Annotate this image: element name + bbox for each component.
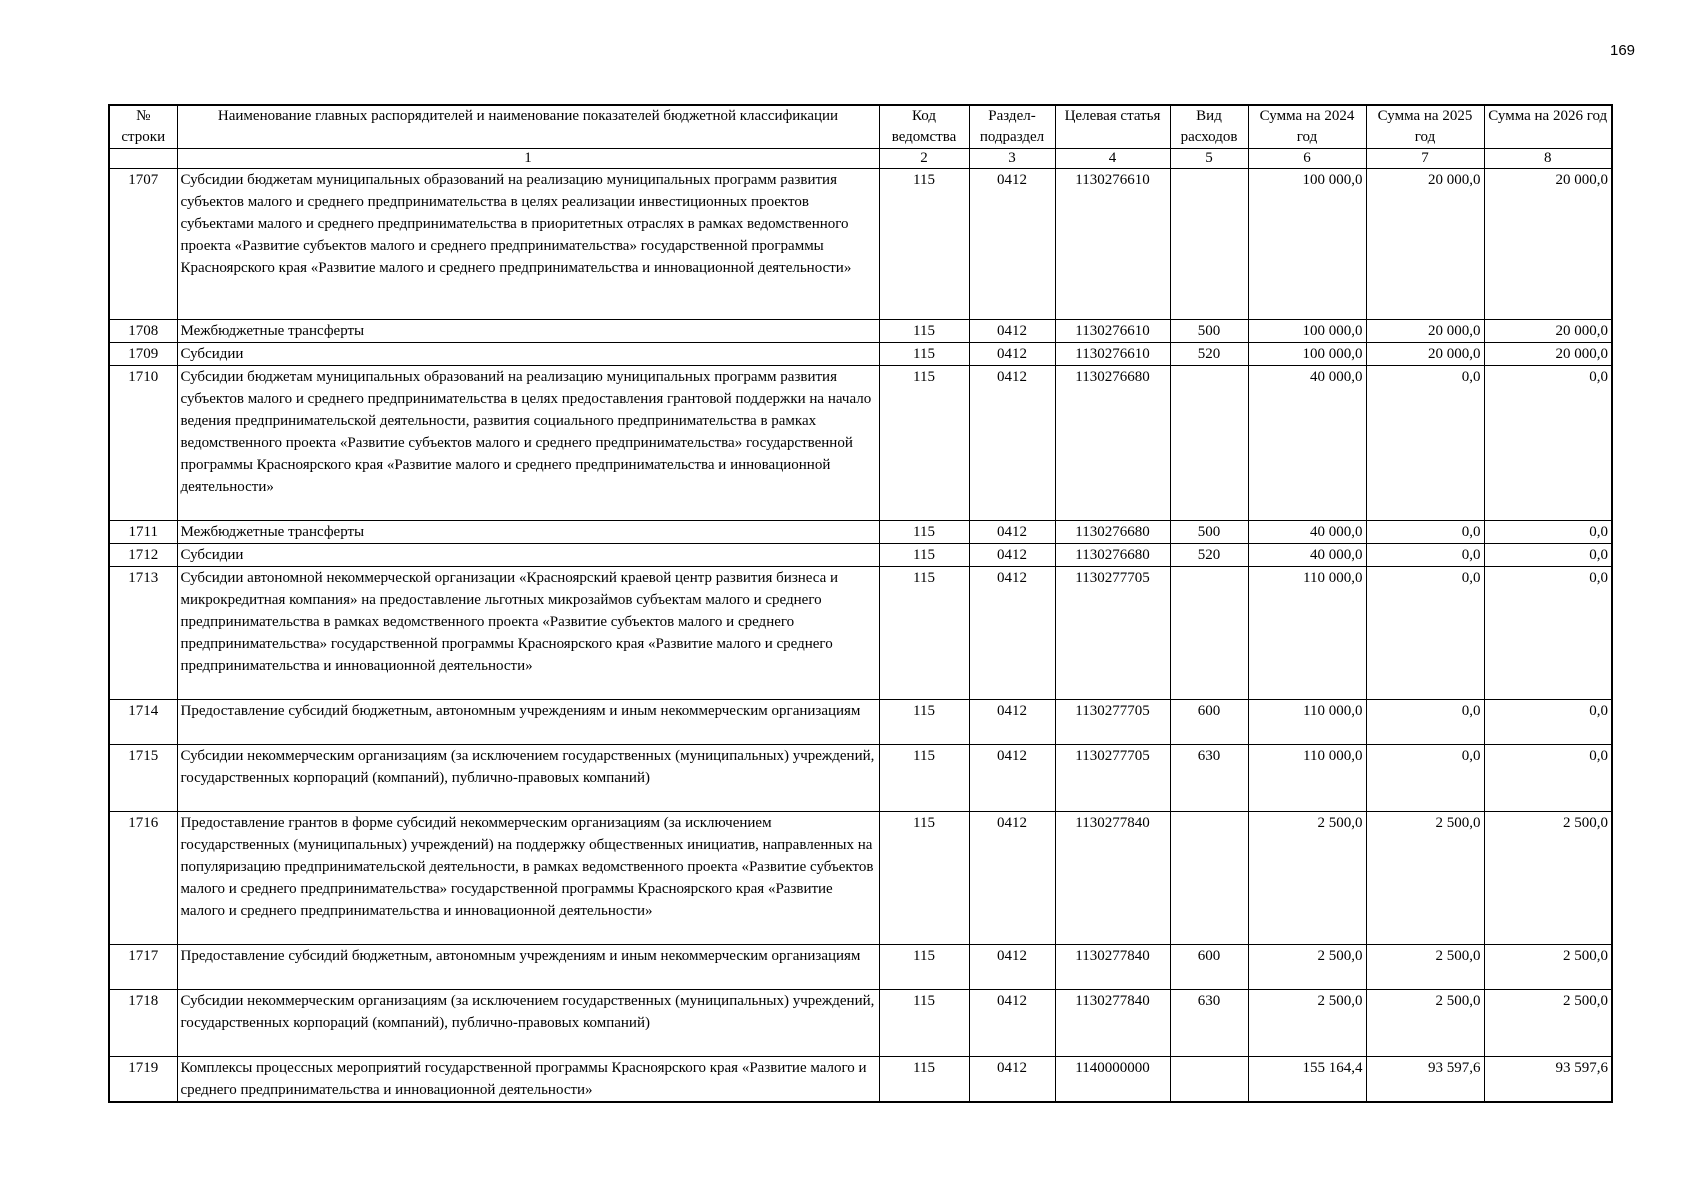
column-number: 5 [1170, 149, 1248, 169]
row-name: Субсидии некоммерческим организациям (за исключением государственных (муниципальных) учреждений, государственных корпораций (компаний), публично-правовых компаний) [177, 745, 879, 812]
header-sum-2025: Сумма на 2025 год [1366, 105, 1484, 149]
row-number: 1709 [109, 343, 177, 366]
table-row [109, 1057, 1612, 1103]
row-expense-type [1170, 169, 1248, 320]
row-sum-2024: 110 000,0 [1248, 745, 1366, 812]
row-target-article: 1130277705 [1055, 700, 1170, 745]
row-sum-2025: 0,0 [1366, 745, 1484, 812]
row-target-article: 1130277705 [1055, 567, 1170, 700]
row-sum-2026: 20 000,0 [1484, 320, 1612, 343]
row-sum-2025: 93 597,6 [1366, 1057, 1484, 1103]
column-number-row [109, 149, 1612, 169]
row-name: Предоставление субсидий бюджетным, автономным учреждениям и иным некоммерческим организациям [177, 700, 879, 745]
row-expense-type [1170, 366, 1248, 521]
row-expense-type: 600 [1170, 700, 1248, 745]
row-expense-type: 500 [1170, 320, 1248, 343]
row-sum-2024: 2 500,0 [1248, 945, 1366, 990]
row-section: 0412 [969, 521, 1055, 544]
table-row [109, 700, 1612, 745]
row-sum-2026: 20 000,0 [1484, 169, 1612, 320]
row-expense-type: 630 [1170, 745, 1248, 812]
header-row-number: № строки [109, 105, 177, 149]
row-sum-2025: 0,0 [1366, 544, 1484, 567]
row-sum-2025: 2 500,0 [1366, 945, 1484, 990]
row-section: 0412 [969, 745, 1055, 812]
row-sum-2026: 0,0 [1484, 700, 1612, 745]
row-target-article: 1130276680 [1055, 521, 1170, 544]
column-number: 1 [177, 149, 879, 169]
row-department-code: 115 [879, 521, 969, 544]
row-section: 0412 [969, 1057, 1055, 1103]
row-number: 1714 [109, 700, 177, 745]
row-sum-2024: 100 000,0 [1248, 169, 1366, 320]
row-sum-2024: 2 500,0 [1248, 990, 1366, 1057]
table-row [109, 343, 1612, 366]
row-expense-type: 500 [1170, 521, 1248, 544]
row-number: 1715 [109, 745, 177, 812]
page-number: 169 [1610, 42, 1636, 59]
header-sum-2024: Сумма на 2024 год [1248, 105, 1366, 149]
row-number: 1719 [109, 1057, 177, 1103]
row-number: 1712 [109, 544, 177, 567]
row-section: 0412 [969, 366, 1055, 521]
row-department-code: 115 [879, 1057, 969, 1103]
row-department-code: 115 [879, 320, 969, 343]
row-sum-2024: 40 000,0 [1248, 366, 1366, 521]
row-target-article: 1130276610 [1055, 343, 1170, 366]
row-section: 0412 [969, 544, 1055, 567]
row-name: Субсидии автономной некоммерческой организации «Красноярский краевой центр развития бизнеса и микрокредитная компания» на предоставление льготных микрозаймов субъектам малого и среднего предпринимательства в рамках ведомственного проекта «Развитие субъектов малого и среднего предпринимательства» государственной программы Красноярского края «Развитие малого и среднего предпринимательства и инновационной деятельности» [177, 567, 879, 700]
table-row [109, 169, 1612, 320]
row-sum-2024: 155 164,4 [1248, 1057, 1366, 1103]
row-number: 1707 [109, 169, 177, 320]
row-target-article: 1130277840 [1055, 812, 1170, 945]
row-sum-2026: 0,0 [1484, 366, 1612, 521]
row-sum-2024: 40 000,0 [1248, 521, 1366, 544]
column-number: 8 [1484, 149, 1612, 169]
column-number: 3 [969, 149, 1055, 169]
header-section: Раздел-подраздел [969, 105, 1055, 149]
row-section: 0412 [969, 945, 1055, 990]
row-sum-2025: 20 000,0 [1366, 169, 1484, 320]
row-sum-2025: 0,0 [1366, 521, 1484, 544]
row-number: 1718 [109, 990, 177, 1057]
row-section: 0412 [969, 169, 1055, 320]
column-number: 6 [1248, 149, 1366, 169]
row-name: Предоставление субсидий бюджетным, автономным учреждениям и иным некоммерческим организациям [177, 945, 879, 990]
row-department-code: 115 [879, 945, 969, 990]
row-target-article: 1130276680 [1055, 544, 1170, 567]
row-sum-2024: 40 000,0 [1248, 544, 1366, 567]
row-department-code: 115 [879, 812, 969, 945]
row-section: 0412 [969, 812, 1055, 945]
row-name: Субсидии бюджетам муниципальных образований на реализацию муниципальных программ развития субъектов малого и среднего предпринимательства в целях реализации инвестиционных проектов субъектами малого и среднего предпринимательства в приоритетных отраслях в рамках ведомственного проекта «Развитие субъектов малого и среднего предпринимательства» государственной программы Красноярского края «Развитие малого и среднего предпринимательства и инновационной деятельности» [177, 169, 879, 320]
row-expense-type [1170, 567, 1248, 700]
row-expense-type: 520 [1170, 343, 1248, 366]
row-expense-type [1170, 1057, 1248, 1103]
table-row [109, 745, 1612, 812]
row-target-article: 1130276610 [1055, 169, 1170, 320]
row-expense-type: 600 [1170, 945, 1248, 990]
row-target-article: 1130277840 [1055, 945, 1170, 990]
row-expense-type: 630 [1170, 990, 1248, 1057]
row-name: Субсидии некоммерческим организациям (за исключением государственных (муниципальных) учреждений, государственных корпораций (компаний), публично-правовых компаний) [177, 990, 879, 1057]
row-number: 1717 [109, 945, 177, 990]
row-sum-2025: 20 000,0 [1366, 320, 1484, 343]
row-name: Субсидии [177, 343, 879, 366]
row-sum-2026: 93 597,6 [1484, 1057, 1612, 1103]
row-number: 1713 [109, 567, 177, 700]
row-number: 1708 [109, 320, 177, 343]
row-sum-2026: 0,0 [1484, 544, 1612, 567]
row-sum-2024: 110 000,0 [1248, 700, 1366, 745]
budget-table [108, 104, 1613, 1103]
row-department-code: 115 [879, 544, 969, 567]
header-sum-2026: Сумма на 2026 год [1484, 105, 1612, 149]
row-sum-2026: 20 000,0 [1484, 343, 1612, 366]
table-row [109, 521, 1612, 544]
column-number: 7 [1366, 149, 1484, 169]
row-sum-2025: 2 500,0 [1366, 990, 1484, 1057]
row-sum-2025: 2 500,0 [1366, 812, 1484, 945]
row-target-article: 1140000000 [1055, 1057, 1170, 1103]
column-number: 2 [879, 149, 969, 169]
table-row [109, 320, 1612, 343]
column-number-empty [109, 149, 177, 169]
row-target-article: 1130276680 [1055, 366, 1170, 521]
header-row [109, 105, 1612, 149]
row-sum-2024: 2 500,0 [1248, 812, 1366, 945]
row-section: 0412 [969, 320, 1055, 343]
row-sum-2025: 0,0 [1366, 567, 1484, 700]
row-name: Субсидии [177, 544, 879, 567]
row-name: Субсидии бюджетам муниципальных образований на реализацию муниципальных программ развития субъектов малого и среднего предпринимательства в целях предоставления грантовой поддержки на начало ведения предпринимательской деятельности, развития социального предпринимательства в рамках ведомственного проекта «Развитие субъектов малого и среднего предпринимательства» государственной программы Красноярского края «Развитие малого и среднего предпринимательства и инновационной деятельности» [177, 366, 879, 521]
row-department-code: 115 [879, 169, 969, 320]
row-sum-2025: 0,0 [1366, 366, 1484, 521]
header-target-article: Целевая статья [1055, 105, 1170, 149]
row-target-article: 1130277840 [1055, 990, 1170, 1057]
row-expense-type [1170, 812, 1248, 945]
header-department-code: Код ведомства [879, 105, 969, 149]
table-row [109, 366, 1612, 521]
row-sum-2025: 0,0 [1366, 700, 1484, 745]
row-sum-2026: 0,0 [1484, 567, 1612, 700]
row-sum-2026: 2 500,0 [1484, 812, 1612, 945]
row-department-code: 115 [879, 745, 969, 812]
table-row [109, 567, 1612, 700]
row-department-code: 115 [879, 990, 969, 1057]
row-target-article: 1130277705 [1055, 745, 1170, 812]
table-row [109, 812, 1612, 945]
row-department-code: 115 [879, 366, 969, 521]
row-section: 0412 [969, 343, 1055, 366]
row-section: 0412 [969, 700, 1055, 745]
row-sum-2024: 100 000,0 [1248, 320, 1366, 343]
header-name: Наименование главных распорядителей и наименование показателей бюджетной классификации [177, 105, 879, 149]
row-sum-2025: 20 000,0 [1366, 343, 1484, 366]
row-target-article: 1130276610 [1055, 320, 1170, 343]
row-department-code: 115 [879, 343, 969, 366]
table-row [109, 544, 1612, 567]
row-sum-2026: 2 500,0 [1484, 990, 1612, 1057]
row-department-code: 115 [879, 567, 969, 700]
row-sum-2026: 2 500,0 [1484, 945, 1612, 990]
row-name: Комплексы процессных мероприятий государственной программы Красноярского края «Развитие малого и среднего предпринимательства и инновационной деятельности» [177, 1057, 879, 1103]
row-name: Межбюджетные трансферты [177, 320, 879, 343]
row-section: 0412 [969, 567, 1055, 700]
row-number: 1711 [109, 521, 177, 544]
row-number: 1716 [109, 812, 177, 945]
table-row [109, 945, 1612, 990]
row-section: 0412 [969, 990, 1055, 1057]
row-name: Предоставление грантов в форме субсидий некоммерческим организациям (за исключением государственных (муниципальных) учреждений) на поддержку общественных инициатив, направленных на популяризацию предпринимательской деятельности, в рамках ведомственного проекта «Развитие субъектов малого и среднего предпринимательства» государственной программы Красноярского края «Развитие малого и среднего предпринимательства и инновационной деятельности» [177, 812, 879, 945]
row-department-code: 115 [879, 700, 969, 745]
row-number: 1710 [109, 366, 177, 521]
column-number: 4 [1055, 149, 1170, 169]
row-expense-type: 520 [1170, 544, 1248, 567]
row-name: Межбюджетные трансферты [177, 521, 879, 544]
row-sum-2026: 0,0 [1484, 521, 1612, 544]
header-expense-type: Вид расходов [1170, 105, 1248, 149]
row-sum-2024: 100 000,0 [1248, 343, 1366, 366]
table-row [109, 990, 1612, 1057]
row-sum-2026: 0,0 [1484, 745, 1612, 812]
row-sum-2024: 110 000,0 [1248, 567, 1366, 700]
